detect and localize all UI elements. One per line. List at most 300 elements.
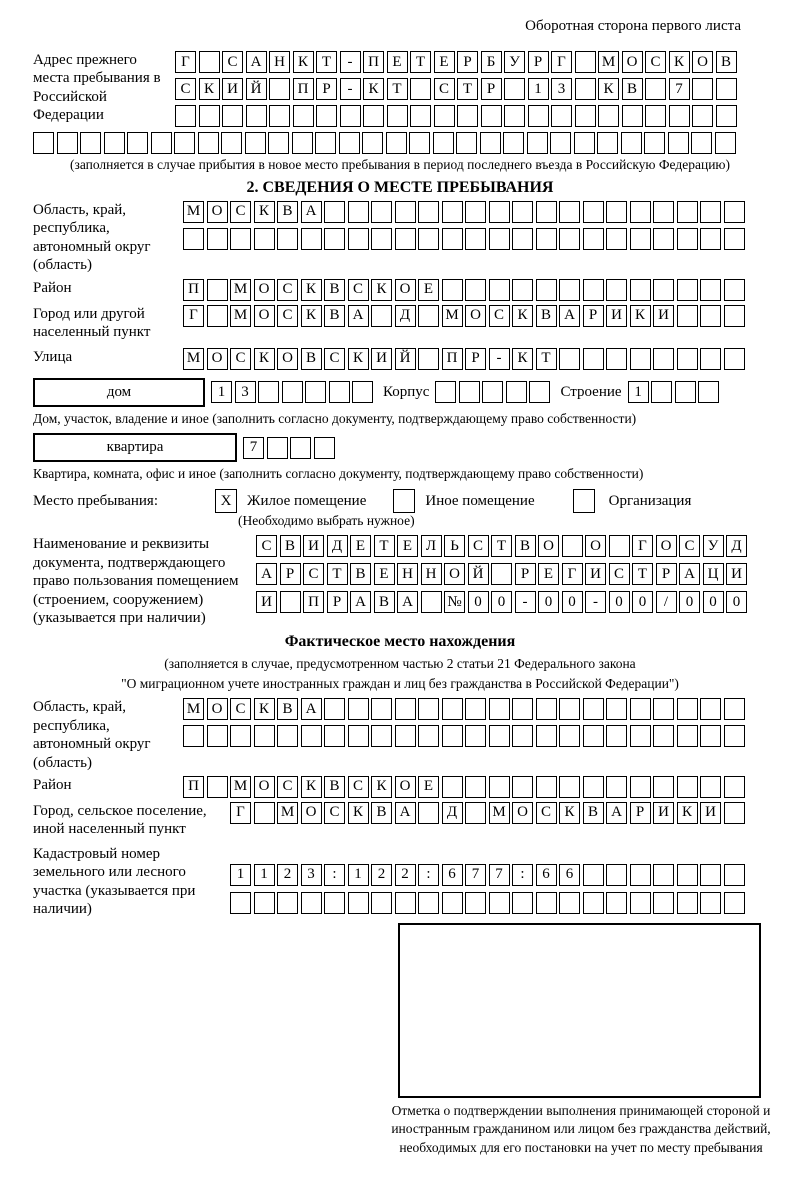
char-cell[interactable] [724, 802, 745, 824]
char-cell[interactable] [395, 698, 416, 720]
char-cell[interactable]: И [653, 802, 674, 824]
char-cell[interactable] [677, 892, 698, 914]
char-cell[interactable] [583, 228, 604, 250]
char-cell[interactable] [575, 78, 596, 100]
char-cell[interactable] [606, 725, 627, 747]
char-cell[interactable] [207, 228, 228, 250]
char-cell[interactable]: М [489, 802, 510, 824]
char-cell[interactable] [489, 892, 510, 914]
char-cell[interactable]: О [254, 305, 275, 327]
char-cell[interactable] [583, 892, 604, 914]
char-cell[interactable]: 7 [669, 78, 690, 100]
char-cell[interactable]: 7 [489, 864, 510, 886]
char-cell[interactable] [489, 279, 510, 301]
char-cell[interactable] [583, 201, 604, 223]
char-cell[interactable]: В [716, 51, 737, 73]
char-cell[interactable]: С [609, 563, 630, 585]
char-cell[interactable] [489, 698, 510, 720]
char-cell[interactable] [512, 279, 533, 301]
char-cell[interactable] [503, 132, 524, 154]
char-cell[interactable] [293, 105, 314, 127]
char-cell[interactable]: Н [269, 51, 290, 73]
char-cell[interactable] [692, 78, 713, 100]
char-cell[interactable] [221, 132, 242, 154]
char-cell[interactable]: 6 [536, 864, 557, 886]
char-cell[interactable]: С [348, 279, 369, 301]
char-cell[interactable]: С [434, 78, 455, 100]
char-cell[interactable] [489, 228, 510, 250]
char-cell[interactable]: Г [183, 305, 204, 327]
char-cell[interactable] [653, 776, 674, 798]
char-cell[interactable] [348, 892, 369, 914]
char-cell[interactable] [268, 132, 289, 154]
char-cell[interactable] [339, 132, 360, 154]
char-cell[interactable]: С [256, 535, 277, 557]
char-cell[interactable]: О [207, 698, 228, 720]
char-cell[interactable]: Р [528, 51, 549, 73]
char-cell[interactable]: П [303, 591, 324, 613]
char-cell[interactable]: М [230, 279, 251, 301]
char-cell[interactable] [395, 892, 416, 914]
char-cell[interactable] [700, 698, 721, 720]
char-cell[interactable]: 0 [562, 591, 583, 613]
char-cell[interactable] [489, 725, 510, 747]
char-cell[interactable] [230, 228, 251, 250]
char-cell[interactable]: Е [374, 563, 395, 585]
char-cell[interactable] [371, 725, 392, 747]
char-cell[interactable] [528, 105, 549, 127]
char-cell[interactable]: - [515, 591, 536, 613]
char-cell[interactable] [174, 132, 195, 154]
char-cell[interactable] [457, 105, 478, 127]
char-cell[interactable]: В [277, 698, 298, 720]
char-cell[interactable]: М [277, 802, 298, 824]
char-cell[interactable] [433, 132, 454, 154]
char-cell[interactable]: И [585, 563, 606, 585]
char-cell[interactable] [269, 105, 290, 127]
char-cell[interactable] [418, 228, 439, 250]
char-cell[interactable] [482, 381, 503, 403]
char-cell[interactable] [480, 132, 501, 154]
char-cell[interactable] [418, 348, 439, 370]
char-cell[interactable] [277, 725, 298, 747]
char-cell[interactable] [418, 305, 439, 327]
char-cell[interactable]: Г [175, 51, 196, 73]
char-cell[interactable] [246, 105, 267, 127]
char-cell[interactable] [512, 201, 533, 223]
char-cell[interactable]: В [280, 535, 301, 557]
char-cell[interactable]: С [324, 348, 345, 370]
char-cell[interactable] [371, 305, 392, 327]
char-cell[interactable] [559, 776, 580, 798]
char-cell[interactable] [653, 279, 674, 301]
char-cell[interactable]: О [395, 279, 416, 301]
char-cell[interactable] [677, 776, 698, 798]
char-cell[interactable]: Т [387, 78, 408, 100]
char-cell[interactable]: К [348, 348, 369, 370]
char-cell[interactable]: М [230, 305, 251, 327]
char-cell[interactable]: С [348, 776, 369, 798]
char-cell[interactable] [324, 228, 345, 250]
char-cell[interactable] [269, 78, 290, 100]
char-cell[interactable] [410, 105, 431, 127]
char-cell[interactable]: М [442, 305, 463, 327]
char-cell[interactable]: Е [418, 776, 439, 798]
char-cell[interactable]: К [371, 279, 392, 301]
char-cell[interactable] [316, 105, 337, 127]
char-cell[interactable] [677, 348, 698, 370]
char-cell[interactable] [386, 132, 407, 154]
char-cell[interactable]: П [183, 776, 204, 798]
char-cell[interactable] [305, 381, 326, 403]
char-cell[interactable] [324, 725, 345, 747]
char-cell[interactable] [653, 725, 674, 747]
char-cell[interactable]: И [222, 78, 243, 100]
char-cell[interactable]: И [303, 535, 324, 557]
char-cell[interactable]: Л [421, 535, 442, 557]
char-cell[interactable] [301, 725, 322, 747]
char-cell[interactable]: С [230, 698, 251, 720]
char-cell[interactable] [583, 776, 604, 798]
char-cell[interactable] [550, 132, 571, 154]
char-cell[interactable]: 0 [468, 591, 489, 613]
char-cell[interactable]: Р [515, 563, 536, 585]
char-cell[interactable]: О [254, 279, 275, 301]
char-cell[interactable] [536, 228, 557, 250]
char-cell[interactable]: О [585, 535, 606, 557]
char-cell[interactable] [254, 802, 275, 824]
char-cell[interactable]: 7 [243, 437, 264, 459]
char-cell[interactable] [598, 105, 619, 127]
char-cell[interactable] [491, 563, 512, 585]
char-cell[interactable]: А [256, 563, 277, 585]
char-cell[interactable]: 0 [538, 591, 559, 613]
char-cell[interactable] [724, 725, 745, 747]
char-cell[interactable] [677, 228, 698, 250]
char-cell[interactable] [371, 892, 392, 914]
char-cell[interactable]: У [504, 51, 525, 73]
char-cell[interactable] [198, 132, 219, 154]
char-cell[interactable] [653, 864, 674, 886]
char-cell[interactable] [677, 864, 698, 886]
char-cell[interactable]: О [692, 51, 713, 73]
char-cell[interactable] [700, 228, 721, 250]
char-cell[interactable] [551, 105, 572, 127]
char-cell[interactable]: Д [327, 535, 348, 557]
char-cell[interactable] [199, 105, 220, 127]
char-cell[interactable]: Г [562, 563, 583, 585]
char-cell[interactable]: Д [442, 802, 463, 824]
char-cell[interactable]: № [444, 591, 465, 613]
char-cell[interactable] [277, 228, 298, 250]
char-cell[interactable] [724, 201, 745, 223]
char-cell[interactable] [442, 201, 463, 223]
char-cell[interactable] [606, 201, 627, 223]
char-cell[interactable]: Е [418, 279, 439, 301]
char-cell[interactable]: 1 [528, 78, 549, 100]
char-cell[interactable] [442, 698, 463, 720]
char-cell[interactable]: Р [583, 305, 604, 327]
char-cell[interactable] [512, 776, 533, 798]
char-cell[interactable] [465, 802, 486, 824]
char-cell[interactable] [465, 279, 486, 301]
char-cell[interactable]: П [442, 348, 463, 370]
char-cell[interactable]: С [303, 563, 324, 585]
char-cell[interactable] [207, 725, 228, 747]
char-cell[interactable]: М [183, 348, 204, 370]
char-cell[interactable]: В [371, 802, 392, 824]
char-cell[interactable] [207, 305, 228, 327]
char-cell[interactable] [700, 776, 721, 798]
char-cell[interactable] [489, 201, 510, 223]
char-cell[interactable] [630, 892, 651, 914]
char-cell[interactable]: Р [327, 591, 348, 613]
char-cell[interactable] [716, 78, 737, 100]
char-cell[interactable] [127, 132, 148, 154]
char-cell[interactable]: - [340, 78, 361, 100]
char-cell[interactable] [536, 201, 557, 223]
char-cell[interactable] [175, 105, 196, 127]
char-cell[interactable] [348, 698, 369, 720]
char-cell[interactable] [606, 348, 627, 370]
char-cell[interactable] [292, 132, 313, 154]
char-cell[interactable] [700, 725, 721, 747]
char-cell[interactable]: И [726, 563, 747, 585]
char-cell[interactable] [606, 864, 627, 886]
char-cell[interactable] [183, 725, 204, 747]
char-cell[interactable] [669, 105, 690, 127]
char-cell[interactable]: М [230, 776, 251, 798]
char-cell[interactable]: С [468, 535, 489, 557]
char-cell[interactable] [277, 892, 298, 914]
char-cell[interactable]: В [350, 563, 371, 585]
char-cell[interactable] [527, 132, 548, 154]
char-cell[interactable] [151, 132, 172, 154]
char-cell[interactable] [630, 201, 651, 223]
char-cell[interactable] [698, 381, 719, 403]
char-cell[interactable]: Р [630, 802, 651, 824]
char-cell[interactable] [651, 381, 672, 403]
char-cell[interactable] [536, 725, 557, 747]
char-cell[interactable]: С [679, 535, 700, 557]
char-cell[interactable] [645, 105, 666, 127]
char-cell[interactable] [465, 892, 486, 914]
char-cell[interactable] [465, 776, 486, 798]
char-cell[interactable] [245, 132, 266, 154]
char-cell[interactable] [536, 892, 557, 914]
char-cell[interactable] [324, 201, 345, 223]
char-cell[interactable] [653, 228, 674, 250]
char-cell[interactable] [653, 348, 674, 370]
char-cell[interactable]: В [324, 305, 345, 327]
char-cell[interactable] [442, 892, 463, 914]
char-cell[interactable] [465, 698, 486, 720]
char-cell[interactable] [630, 279, 651, 301]
char-cell[interactable] [606, 279, 627, 301]
char-cell[interactable]: С [230, 201, 251, 223]
char-cell[interactable]: О [301, 802, 322, 824]
char-cell[interactable] [348, 201, 369, 223]
char-cell[interactable]: О [254, 776, 275, 798]
char-cell[interactable] [559, 201, 580, 223]
char-cell[interactable] [410, 78, 431, 100]
char-cell[interactable] [724, 305, 745, 327]
char-cell[interactable]: С [536, 802, 557, 824]
char-cell[interactable]: Е [397, 535, 418, 557]
char-cell[interactable] [559, 279, 580, 301]
char-cell[interactable] [700, 892, 721, 914]
char-cell[interactable] [465, 228, 486, 250]
char-cell[interactable] [715, 132, 736, 154]
char-cell[interactable]: Р [316, 78, 337, 100]
char-cell[interactable] [421, 591, 442, 613]
char-cell[interactable] [677, 201, 698, 223]
char-cell[interactable]: Е [350, 535, 371, 557]
char-cell[interactable]: О [207, 201, 228, 223]
char-cell[interactable]: О [207, 348, 228, 370]
checkbox-organization[interactable] [573, 489, 595, 513]
char-cell[interactable] [418, 201, 439, 223]
char-cell[interactable]: К [301, 776, 322, 798]
char-cell[interactable] [489, 776, 510, 798]
char-cell[interactable]: Т [457, 78, 478, 100]
char-cell[interactable]: Д [395, 305, 416, 327]
char-cell[interactable] [536, 279, 557, 301]
char-cell[interactable]: Р [457, 51, 478, 73]
char-cell[interactable]: : [324, 864, 345, 886]
char-cell[interactable] [506, 381, 527, 403]
char-cell[interactable] [254, 228, 275, 250]
char-cell[interactable] [395, 201, 416, 223]
char-cell[interactable] [653, 892, 674, 914]
char-cell[interactable]: К [630, 305, 651, 327]
char-cell[interactable]: К [254, 348, 275, 370]
char-cell[interactable]: И [606, 305, 627, 327]
char-cell[interactable]: С [277, 305, 298, 327]
char-cell[interactable]: В [324, 776, 345, 798]
char-cell[interactable] [362, 132, 383, 154]
char-cell[interactable]: 1 [211, 381, 232, 403]
char-cell[interactable]: И [653, 305, 674, 327]
char-cell[interactable] [609, 535, 630, 557]
char-cell[interactable]: Б [481, 51, 502, 73]
char-cell[interactable] [583, 725, 604, 747]
char-cell[interactable]: А [301, 698, 322, 720]
char-cell[interactable] [675, 381, 696, 403]
char-cell[interactable]: Й [246, 78, 267, 100]
char-cell[interactable]: Ц [703, 563, 724, 585]
char-cell[interactable] [700, 348, 721, 370]
char-cell[interactable]: 2 [277, 864, 298, 886]
char-cell[interactable]: Е [387, 51, 408, 73]
char-cell[interactable] [630, 725, 651, 747]
char-cell[interactable]: К [512, 348, 533, 370]
char-cell[interactable] [465, 201, 486, 223]
char-cell[interactable] [606, 776, 627, 798]
char-cell[interactable] [536, 698, 557, 720]
char-cell[interactable] [459, 381, 480, 403]
char-cell[interactable]: К [677, 802, 698, 824]
char-cell[interactable] [512, 698, 533, 720]
char-cell[interactable] [434, 105, 455, 127]
char-cell[interactable] [691, 132, 712, 154]
char-cell[interactable] [348, 725, 369, 747]
char-cell[interactable] [199, 51, 220, 73]
char-cell[interactable]: 0 [609, 591, 630, 613]
char-cell[interactable] [504, 105, 525, 127]
char-cell[interactable]: К [348, 802, 369, 824]
char-cell[interactable]: К [199, 78, 220, 100]
char-cell[interactable]: С [175, 78, 196, 100]
char-cell[interactable] [677, 698, 698, 720]
char-cell[interactable]: А [397, 591, 418, 613]
char-cell[interactable] [724, 864, 745, 886]
char-cell[interactable]: К [559, 802, 580, 824]
char-cell[interactable]: Т [327, 563, 348, 585]
char-cell[interactable] [677, 305, 698, 327]
char-cell[interactable]: К [301, 305, 322, 327]
char-cell[interactable]: А [395, 802, 416, 824]
char-cell[interactable] [700, 864, 721, 886]
char-cell[interactable] [435, 381, 456, 403]
char-cell[interactable] [559, 698, 580, 720]
char-cell[interactable]: Е [538, 563, 559, 585]
char-cell[interactable]: М [183, 698, 204, 720]
char-cell[interactable] [418, 892, 439, 914]
char-cell[interactable] [418, 725, 439, 747]
char-cell[interactable]: К [363, 78, 384, 100]
char-cell[interactable] [409, 132, 430, 154]
char-cell[interactable] [57, 132, 78, 154]
char-cell[interactable]: 6 [559, 864, 580, 886]
char-cell[interactable]: О [277, 348, 298, 370]
char-cell[interactable] [562, 535, 583, 557]
char-cell[interactable] [348, 228, 369, 250]
char-cell[interactable] [230, 725, 251, 747]
char-cell[interactable]: 3 [235, 381, 256, 403]
char-cell[interactable]: А [679, 563, 700, 585]
char-cell[interactable] [290, 437, 311, 459]
char-cell[interactable]: С [277, 776, 298, 798]
char-cell[interactable] [597, 132, 618, 154]
char-cell[interactable]: С [489, 305, 510, 327]
char-cell[interactable]: О [512, 802, 533, 824]
char-cell[interactable] [329, 381, 350, 403]
char-cell[interactable]: И [700, 802, 721, 824]
char-cell[interactable] [254, 725, 275, 747]
char-cell[interactable] [724, 348, 745, 370]
char-cell[interactable]: 1 [348, 864, 369, 886]
char-cell[interactable] [504, 78, 525, 100]
char-cell[interactable] [677, 279, 698, 301]
char-cell[interactable]: 6 [442, 864, 463, 886]
char-cell[interactable]: Т [491, 535, 512, 557]
char-cell[interactable] [456, 132, 477, 154]
char-cell[interactable]: С [645, 51, 666, 73]
char-cell[interactable]: Д [726, 535, 747, 557]
char-cell[interactable]: С [277, 279, 298, 301]
char-cell[interactable]: В [515, 535, 536, 557]
char-cell[interactable] [724, 776, 745, 798]
char-cell[interactable]: 1 [254, 864, 275, 886]
char-cell[interactable] [418, 698, 439, 720]
char-cell[interactable]: 0 [679, 591, 700, 613]
char-cell[interactable] [575, 105, 596, 127]
char-cell[interactable] [324, 892, 345, 914]
char-cell[interactable] [395, 725, 416, 747]
char-cell[interactable]: : [512, 864, 533, 886]
char-cell[interactable]: Е [434, 51, 455, 73]
